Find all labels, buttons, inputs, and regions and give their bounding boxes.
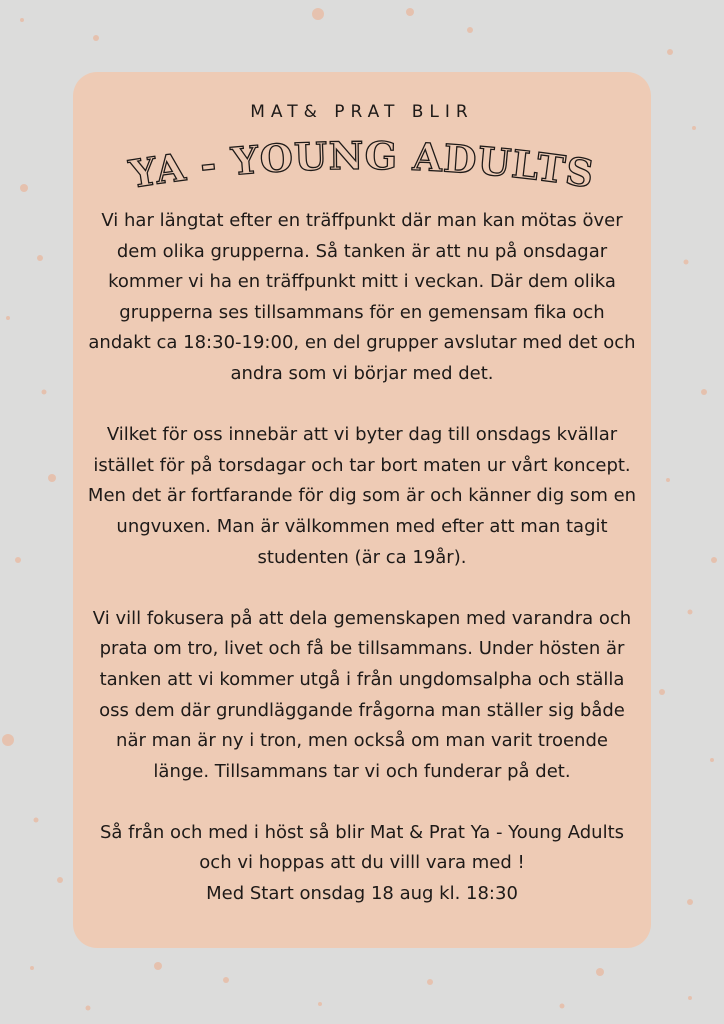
paragraph-schedule-change: Vilket för oss innebär att vi byter dag till onsdags kvällar istället för på torsdagar och tar bort maten ur vårt koncept. Men det är fortfarande för dig som är och känner dig som en ungvuxen. Man är välkommen med efter att man tagit studenten (är ca 19år). [87,424,637,568]
start-date: Med Start onsdag 18 aug kl. 18:30 [206,883,518,905]
paragraph-intro: Vi har längtat efter en träffpunkt där man kan mötas över dem olika grupperna. Så tanken är att nu på onsdagar kommer vi ha en träffpunkt mitt i veckan. Där dem olika grupperna ses tillsammans för en gemensam fika och andakt ca 18:30-19:00, en del grupper avslutar med det och andra som vi börjar med det. [88,210,636,384]
paragraph-focus: Vi vill fokusera på att dela gemenskapen med varandra och prata om tro, livet och få be tillsammans. Under hösten är tanken att vi kommer utgå i från ungdomsalpha och ställa oss dem där grundläggande frågorna man ställer sig både när man är ny i tron, men också om man varit troende länge. Tillsammans tar vi och funderar på det. [92,607,632,782]
svg-text:YA - YOUNG ADULTS [125,133,597,197]
headline-text: YA - YOUNG ADULTS [126,132,598,197]
paragraph-closing [86,818,638,910]
closing-invitation: Så från och med i höst så blir Mat & Prat Ya - Young Adults och vi hoppas att du villl vara med ! [99,821,625,874]
kicker-title: MAT& PRAT BLIR [250,102,474,122]
flyer-body [86,206,638,910]
